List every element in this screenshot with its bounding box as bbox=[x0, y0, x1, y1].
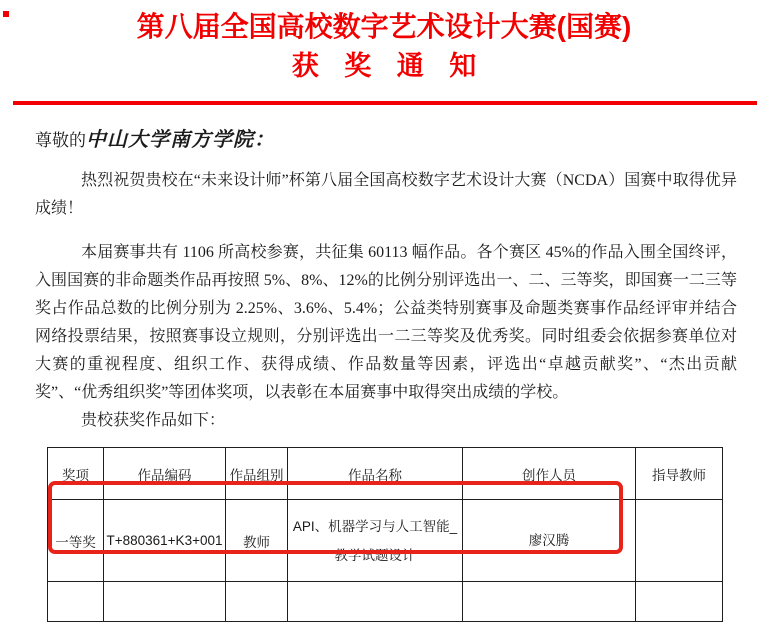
corner-mark bbox=[3, 11, 9, 17]
table-row bbox=[48, 500, 723, 582]
salutation-prefix: 尊敬的 bbox=[35, 131, 86, 150]
cell-group: 教师 bbox=[226, 500, 288, 582]
paragraph-details: 本届赛事共有 1106 所高校参赛，共征集 60113 幅作品。各个赛区 45%的作品入围全国终评，入围国赛的非命题类作品再按照 5%、8%、12%的比例分别评选出一、二、三等奖，即国赛一二三等奖占作品总数的比例分别为 2.25%、3.6%、5.4%；公益类特别赛事及命题类赛事作品经评审并结合网络投票结果，按照赛事设立规则，分别评选出一二三等奖及优秀奖。同时组委会依据参赛单位对大赛的重视程度、组织工作、获得成绩、作品数量等因素，评选出“卓越贡献奖”、“杰出贡献奖”、“优秀组织奖”等团体奖项，以表彰在本届赛事中取得突出成绩的学校。 bbox=[35, 244, 737, 401]
col-header-work: 作品名称 bbox=[288, 448, 463, 500]
awards-table bbox=[47, 447, 723, 622]
document-body bbox=[0, 125, 768, 622]
cell-code: T+880361+K3+001 bbox=[104, 500, 226, 582]
cell-empty bbox=[288, 582, 463, 622]
cell-empty bbox=[104, 582, 226, 622]
title-divider bbox=[13, 101, 757, 105]
cell-empty bbox=[463, 582, 636, 622]
cell-empty bbox=[226, 582, 288, 622]
col-header-code: 作品编码 bbox=[104, 448, 226, 500]
paragraph-congrats: 热烈祝贺贵校在“未来设计师”杯第八届全国高校数字艺术设计大赛（NCDA）国赛中取得优异成绩！ bbox=[35, 172, 737, 217]
cell-creators: 廖汉腾 bbox=[463, 500, 636, 582]
col-header-award: 奖项 bbox=[48, 448, 104, 500]
cell-empty bbox=[636, 582, 723, 622]
table-header-row bbox=[48, 448, 723, 500]
school-name: 中山大学南方学院： bbox=[86, 129, 275, 151]
cell-empty bbox=[48, 582, 104, 622]
col-header-advisor: 指导教师 bbox=[636, 448, 723, 500]
page-title-line2: 获 奖 通 知 bbox=[291, 51, 477, 81]
table-row-partial bbox=[48, 582, 723, 622]
salutation bbox=[35, 125, 737, 156]
page-title-line1: 第八届全国高校数字艺术设计大赛(国赛) bbox=[136, 11, 632, 42]
cell-award: 一等奖 bbox=[48, 500, 104, 582]
col-header-group: 作品组别 bbox=[226, 448, 288, 500]
cell-advisor bbox=[636, 500, 723, 582]
paragraph-lead-in: 贵校获奖作品如下： bbox=[81, 412, 226, 429]
col-header-creators: 创作人员 bbox=[463, 448, 636, 500]
cell-work-name: API、机器学习与人工智能_教学试题设计 bbox=[288, 500, 463, 582]
